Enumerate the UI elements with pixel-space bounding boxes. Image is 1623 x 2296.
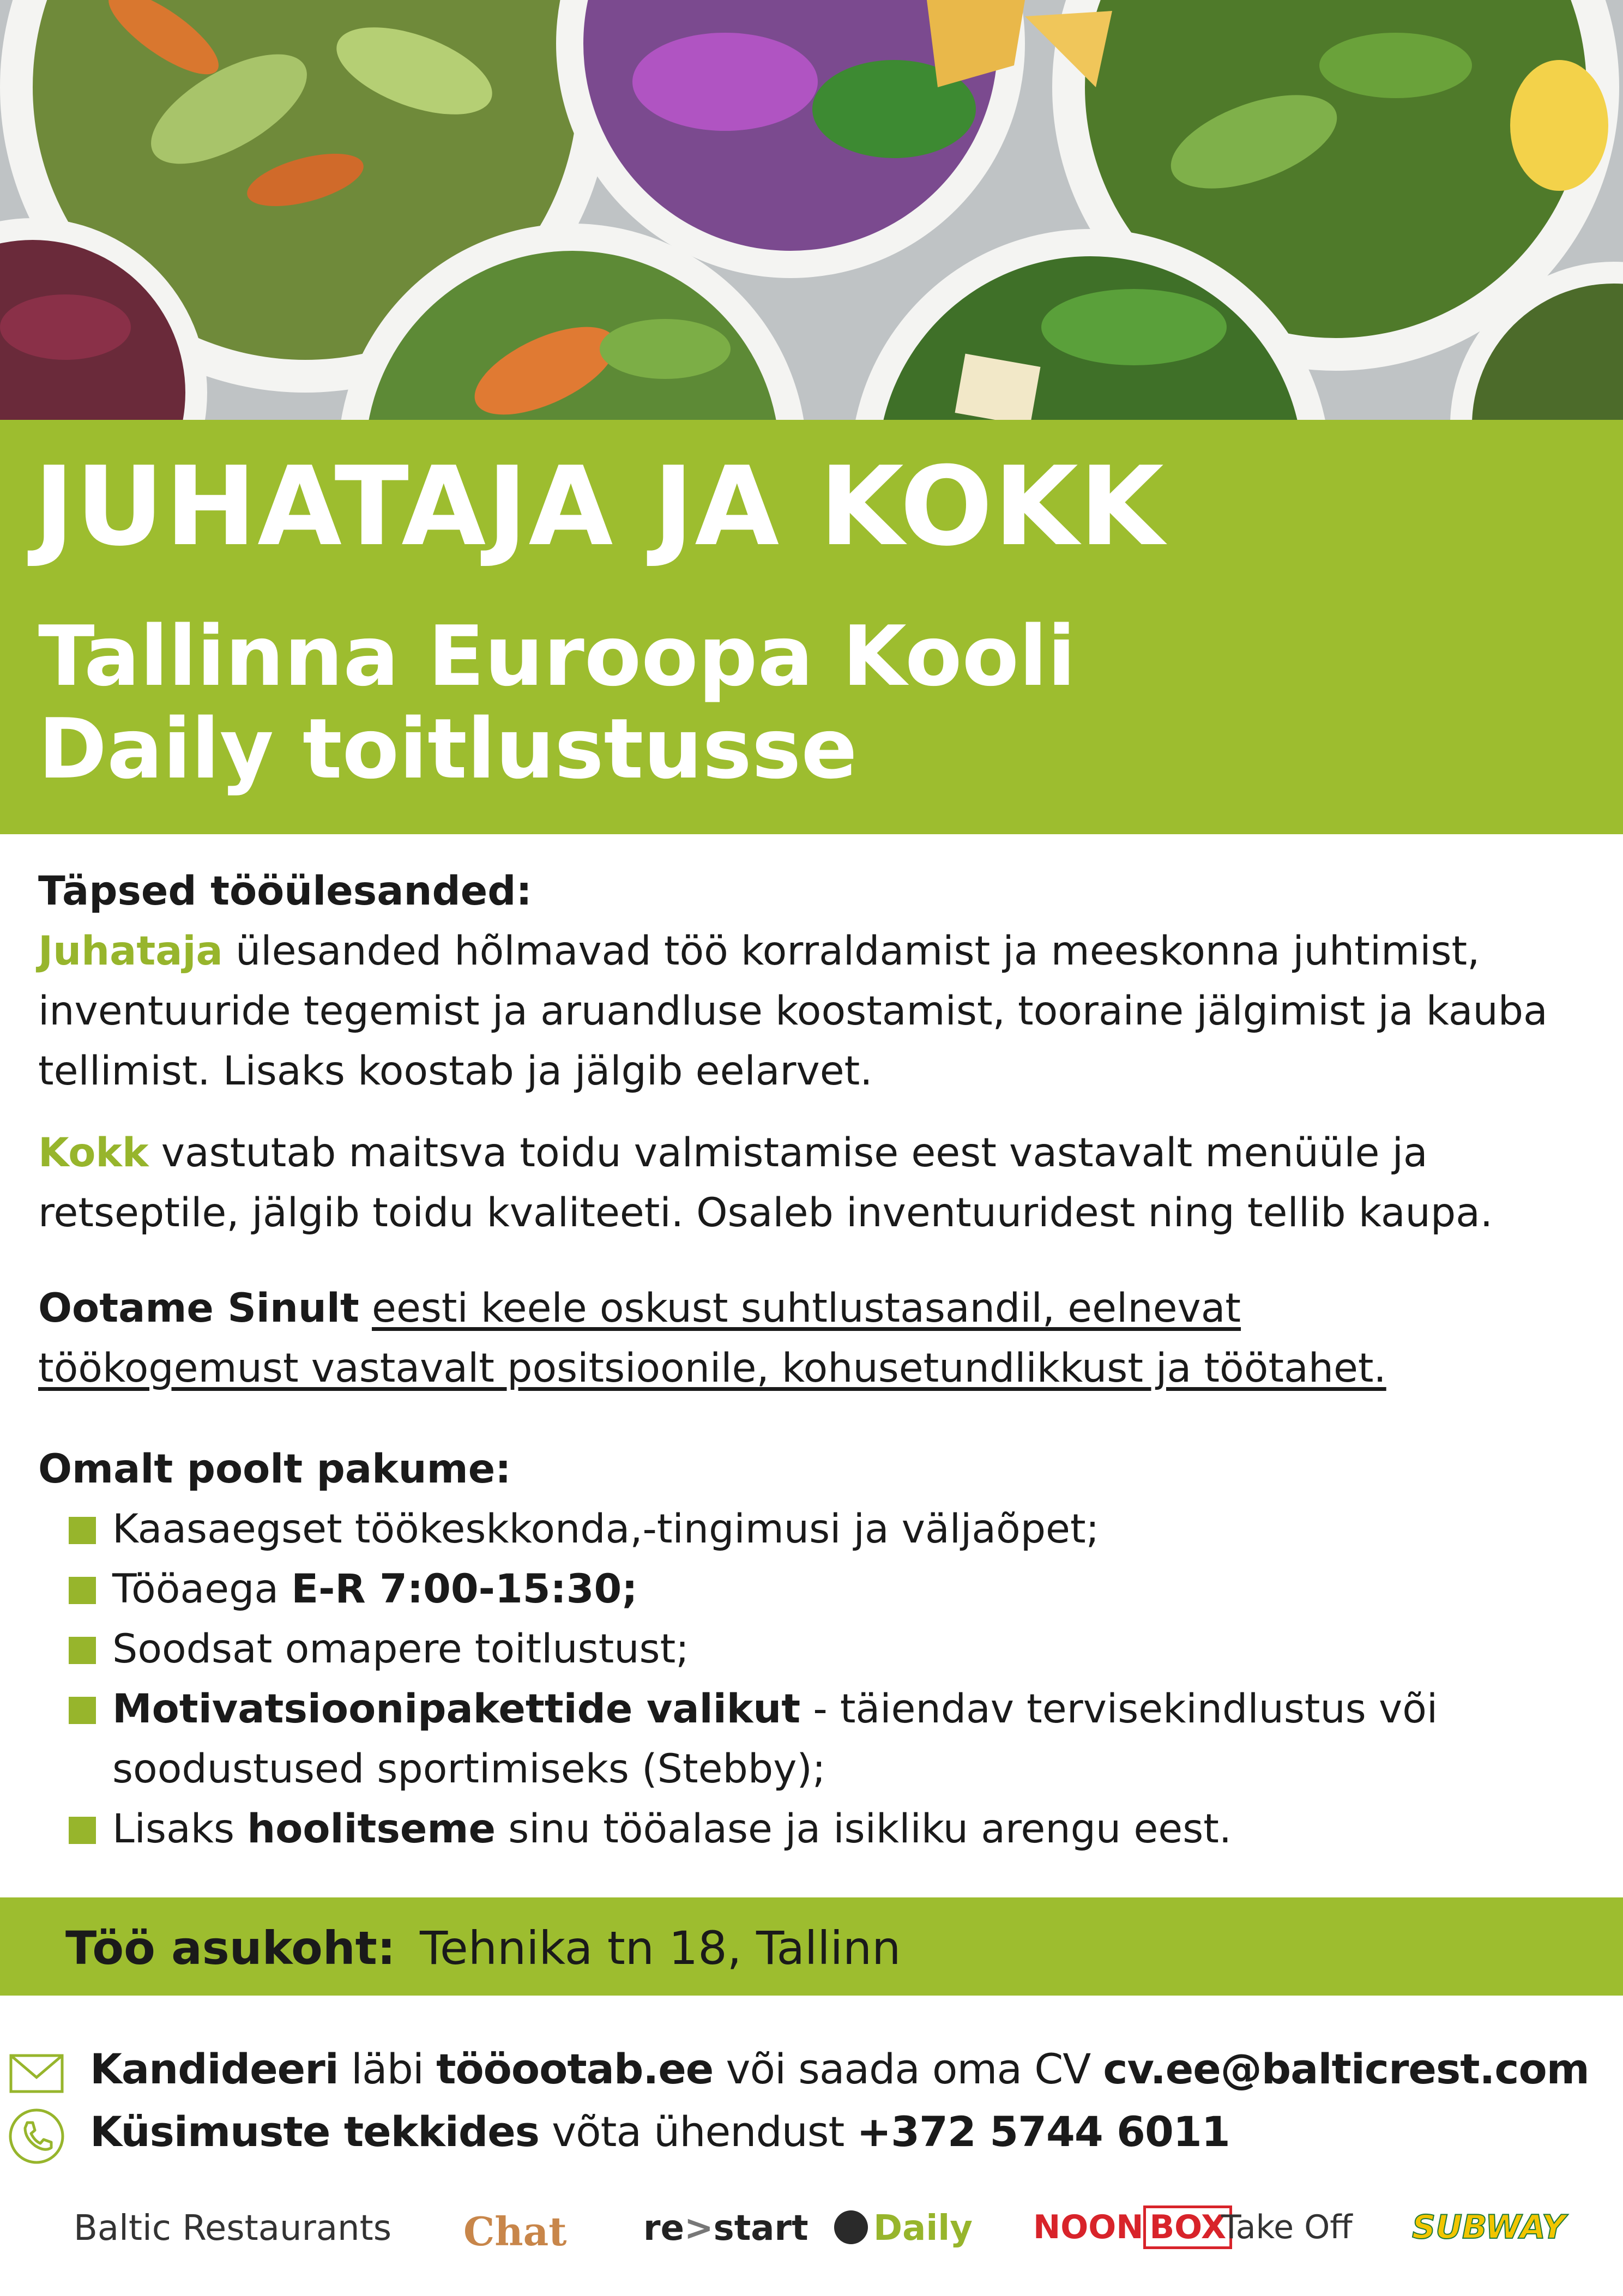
question-label: Küsimuste tekkides — [90, 2107, 540, 2156]
requirements-text: eesti keele oskust suhtlustasandil, eelnevat töökogemust vastavalt positsioonile, kohusetundlikkust ja töötahet. — [38, 1285, 1386, 1391]
manager-paragraph — [38, 921, 1565, 1101]
manager-text: ülesanded hõlmavad töö korraldamist ja meeskonna juhtimist, inventuuride tegemist ja aruandluse koostamist, tooraine jälgimist ja kauba tellimist. Lisaks koostab ja jälgib eelarvet. — [38, 928, 1548, 1094]
title-band — [0, 420, 1623, 834]
location-address: Tehnika tn 18, Tallinn — [420, 1921, 901, 1975]
logo-chat: Chat — [463, 2208, 567, 2255]
job-site-link[interactable]: tööootab.ee — [436, 2045, 714, 2093]
logo-restart: re>start — [643, 2208, 809, 2249]
fork-knife-icon — [834, 2210, 868, 2244]
bullet-square-icon — [69, 1637, 96, 1664]
cook-text: vastutab maitsva toidu valmistamise eest vastavalt menüüle ja retseptile, jälgib toidu kvaliteeti. Osaleb inventuuridest ning tellib kaupa. — [38, 1130, 1493, 1236]
brand-logos — [0, 2203, 1623, 2274]
offer-item: Motivatsioonipakettide valikut - täiendav tervisekindlustus või soodustused sportimiseks (Stebby); — [38, 1679, 1565, 1799]
cook-paragraph — [38, 1123, 1565, 1243]
bullet-square-icon — [69, 1517, 96, 1544]
offer-section — [38, 1439, 1565, 1859]
location-band — [0, 1897, 1623, 1996]
hero-photo — [0, 0, 1623, 420]
bullet-square-icon — [69, 1697, 96, 1724]
location-label: Töö asukoht: — [65, 1921, 396, 1975]
bullet-square-icon — [69, 1577, 96, 1604]
offer-item: Lisaks hoolitseme sinu tööalase ja isikliku arengu eest. — [38, 1799, 1565, 1859]
bullet-square-icon — [69, 1817, 96, 1844]
logo-noonbox: NOON BOX — [1033, 2208, 1232, 2246]
employer-line: Tallinna Euroopa Kooli — [38, 608, 1076, 704]
logo-daily: Daily — [834, 2208, 973, 2249]
logo-take-off: Take Off — [1221, 2208, 1353, 2246]
employer-line-2: Daily toitlustusse — [38, 701, 858, 797]
question-row: Küsimuste tekkides võta ühendust +372 5744 6011 — [0, 2102, 1623, 2167]
offer-item: Tööaega E-R 7:00-15:30; — [38, 1559, 1565, 1619]
job-title: JUHATAJA JA KOKK — [34, 443, 1165, 570]
duties-heading: Täpsed tööülesanded: — [38, 868, 532, 914]
offer-item: Soodsat omapere toitlustust; — [38, 1619, 1565, 1679]
envelope-icon — [7, 2044, 67, 2104]
cook-label: Kokk — [38, 1130, 149, 1176]
manager-label: Juhataja — [38, 928, 223, 974]
logo-baltic-restaurants: Baltic Restaurants — [74, 2208, 392, 2249]
requirements-section — [38, 1279, 1510, 1399]
duties-section — [38, 861, 1565, 1243]
offer-list — [38, 1499, 1565, 1859]
email-link[interactable]: cv.ee@balticrest.com — [1103, 2045, 1589, 2093]
apply-label: Kandideeri — [90, 2045, 339, 2093]
offer-heading: Omalt poolt pakume: — [38, 1446, 511, 1492]
requirements-label: Ootame Sinult — [38, 1285, 359, 1331]
apply-row: Kandideeri läbi tööootab.ee või saada oma CV cv.ee@balticrest.com — [0, 2039, 1623, 2105]
phone-link[interactable]: +372 5744 6011 — [856, 2107, 1230, 2156]
offer-item: Kaasaegset töökeskkonda,-tingimusi ja väljaõpet; — [38, 1499, 1565, 1559]
phone-icon — [7, 2106, 67, 2166]
salad-bowls-illustration — [0, 0, 1623, 420]
logo-subway: SUBWAY — [1412, 2208, 1566, 2246]
